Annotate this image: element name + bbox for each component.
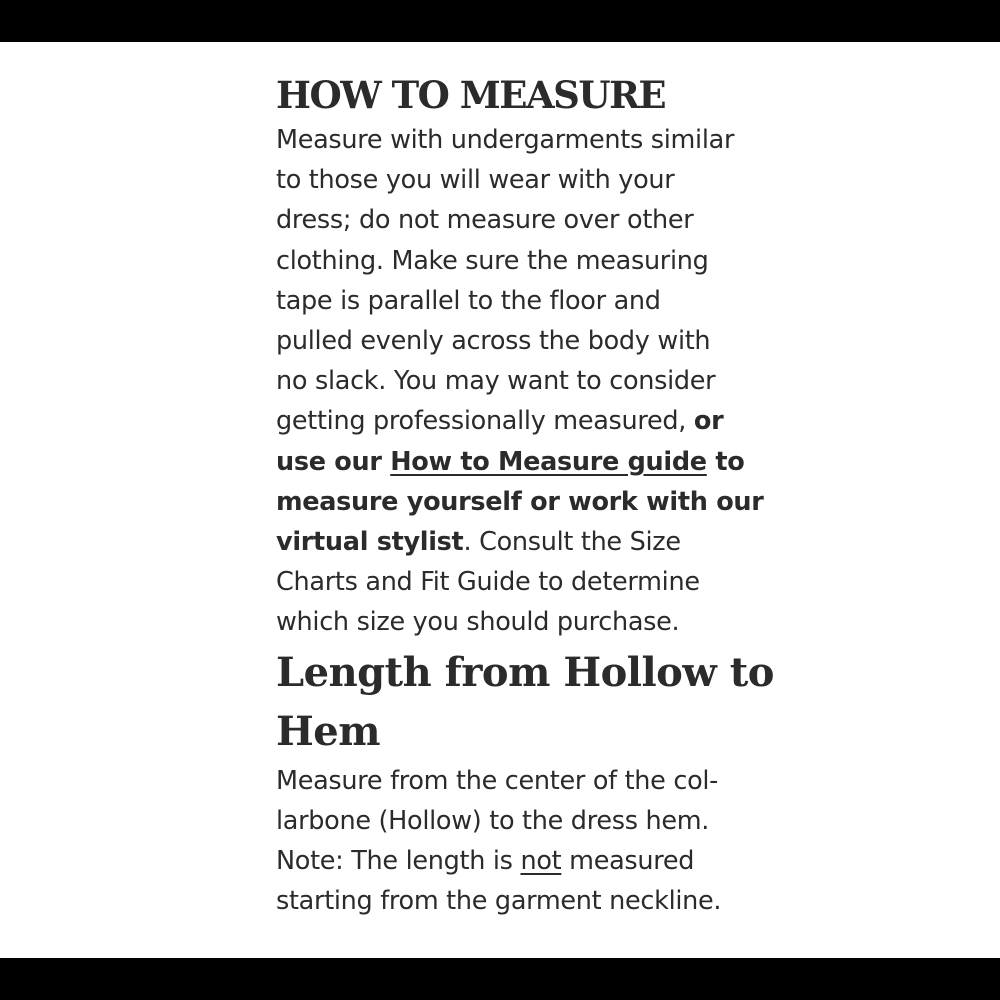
paragraph-line: starting from the garment neckline. <box>276 886 722 917</box>
heading-line: Hem <box>276 707 381 755</box>
paragraph-line: Charts and Fit Guide to determine <box>276 567 700 598</box>
heading-line: Length from Hollow to <box>276 648 774 696</box>
paragraph-line <box>276 442 796 482</box>
paragraph-line: measure yourself or work with our <box>276 486 764 517</box>
page-content-area <box>0 42 1000 958</box>
how-to-measure-paragraph <box>276 120 796 643</box>
paragraph-text: Note: The length is <box>276 846 521 877</box>
size-guide-content <box>276 70 796 921</box>
paragraph-text: measured <box>561 846 695 877</box>
paragraph-line: clothing. Make sure the measuring <box>276 245 709 276</box>
paragraph-line: pulled evenly across the body with <box>276 326 711 357</box>
virtual-stylist-text: virtual stylist <box>276 527 464 558</box>
how-to-measure-heading: HOW TO MEASURE <box>276 73 666 117</box>
paragraph-line <box>276 841 796 881</box>
paragraph-line: dress; do not measure over other <box>276 205 694 236</box>
length-paragraph <box>276 761 796 922</box>
paragraph-line: Measure with undergarments similar <box>276 125 735 155</box>
paragraph-bold-text: or <box>693 406 724 437</box>
paragraph-line: which size you should purchase. <box>276 607 680 638</box>
paragraph-line: to those you will wear with your <box>276 165 675 196</box>
paragraph-line: tape is parallel to the floor and <box>276 285 661 316</box>
length-hollow-to-hem-heading <box>276 643 796 761</box>
paragraph-text: getting professionally measured, <box>276 406 694 437</box>
top-black-bar <box>0 0 1000 42</box>
not-underlined-text: not <box>520 846 562 877</box>
paragraph-text: . Consult the Size <box>463 527 681 558</box>
paragraph-bold-text: to <box>706 446 745 477</box>
how-to-measure-guide-link[interactable]: How to Measure guide <box>390 446 707 477</box>
paragraph-line <box>276 522 796 562</box>
paragraph-line: Measure from the center of the col- <box>276 765 719 796</box>
paragraph-line: no slack. You may want to consider <box>276 366 716 397</box>
paragraph-line: larbone (Hollow) to the dress hem. <box>276 805 710 836</box>
paragraph-bold-text: use our <box>276 446 391 477</box>
bottom-black-bar <box>0 958 1000 1000</box>
paragraph-line <box>276 401 796 441</box>
